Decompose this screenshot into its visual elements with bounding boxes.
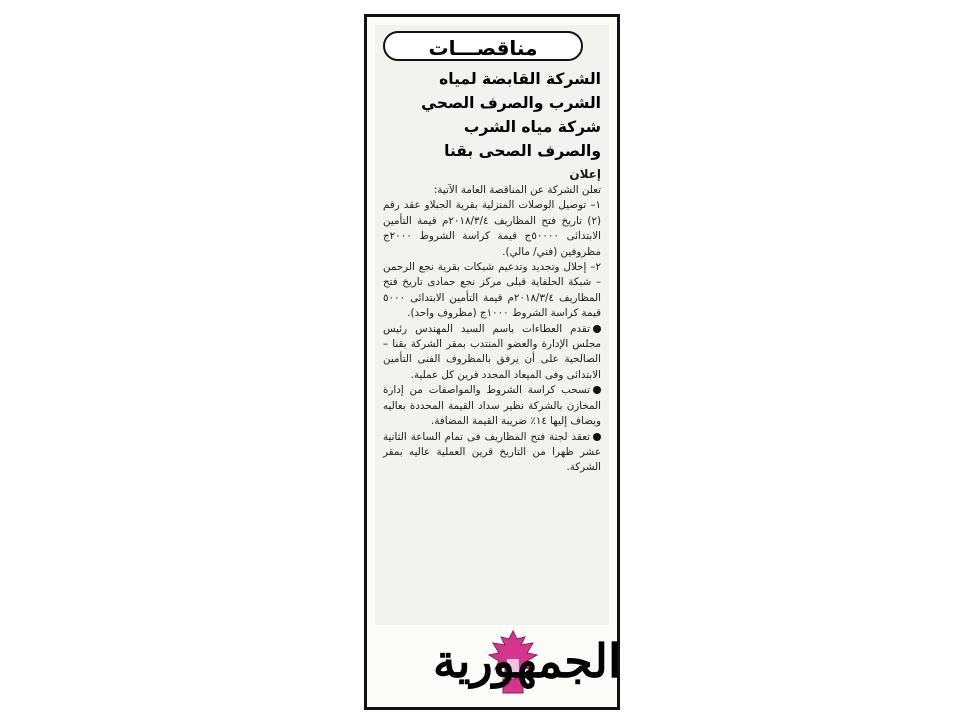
tender-item-2: ٢– إحلال وتجديد وتدعيم شبكات بقرية نجع الرحمن – شبكة الحلفاية قبلى مركز نجع حمادى تاريخ فتح المظاريف ٢٠١٨/٣/٤م قيمة التأمين الابتدائى ٥٠٠٠ قيمة كراسة الشروط ١٠٠٠ج (مظروف واحد).	[383, 261, 601, 320]
section-title: مناقصـــات	[383, 31, 583, 61]
bullet-icon	[593, 325, 601, 333]
newspaper-logo	[375, 629, 621, 701]
bullet-text-1: تقدم العطاءات باسم السيد المهندس رئيس مجلس الإدارة والعضو المنتدب بمقر الشركة بقنا – الصالحية على أن يرفق بالمظروف الفنى التأمين الابتدائى وفى الميعاد المحدد قرين كل عملية.	[383, 322, 601, 381]
org-line-2: الشرب والصرف الصحي	[421, 94, 601, 112]
bullet-icon	[593, 433, 601, 441]
newspaper-clipping	[375, 25, 609, 625]
announcement-label: إعلان	[569, 167, 601, 181]
bullet-icon	[593, 386, 601, 394]
clipping-frame	[364, 14, 620, 710]
tender-item-1: ١– توصيل الوصلات المنزلية بقرية الجبلاو عقد رقم (٢) تاريخ فتح المظاريف ٢٠١٨/٣/٤م قيمة التأمين الابتدائى ٥٠٠٠٠ج قيمة كراسة الشروط ٢٠٠٠ج مظروفين (فني/ مالي).	[383, 199, 601, 258]
newspaper-name: الجمهورية	[433, 634, 621, 688]
org-line-4: والصرف الصحى بقنا	[444, 142, 601, 160]
bullet-paragraph	[383, 430, 601, 476]
bullet-paragraph	[383, 322, 601, 384]
bullet-text-3: تعقد لجنة فتح المظاريف فى تمام الساعة الثانية عشر ظهرا من التاريخ قرين العملية عاليه بمقر الشركة.	[383, 430, 601, 474]
org-line-1: الشركة القابضة لمياه	[439, 70, 601, 88]
bullet-paragraph	[383, 383, 601, 429]
org-line-3: شركة مياه الشرب	[463, 118, 601, 136]
intro-text: تعلن الشركة عن المناقصة العامة الآتية:	[433, 184, 601, 196]
bullet-text-2: تسحب كراسة الشروط والمواصفات من إدارة المخازن بالشركة نظير سداد القيمة المحددة بعاليه ويضاف إليها ١٤٪ ضريبة القيمة المضافة.	[383, 384, 601, 428]
